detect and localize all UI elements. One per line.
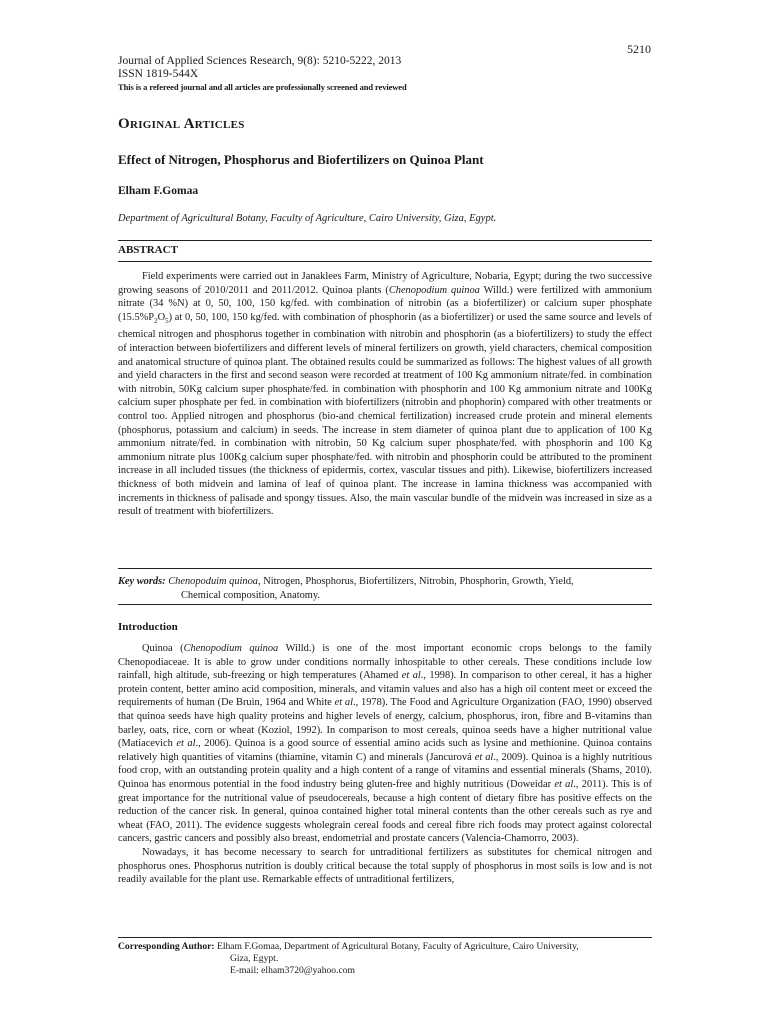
keywords: Key words: Chenopoduim quinoa, Nitrogen, Phosphorus, Biofertilizers, Nitrobin, Phosphorin, Growth, Yield, Chemical composition, Anatomy.	[118, 576, 574, 601]
intro-paragraph-1: Quinoa (Chenopodium quinoa Willd.) is one of the most important economic crops belongs to the family Chenopodiaceae. It is able to grow under conditions normally inhospitable to other cereals. These conditions include low rainfall, high altitude, sub-freezing or high temperatures (Ahamed et al., 1998). In comparison to other cereal, it has a higher protein content, better amino acid composition, minerals, and vitamin values and also has a high oil content meet or exceed the requirements of human (De Bruin, 1964 and White et al., 1978). The Food and Agriculture Organization (FAO, 1990) observed that quinoa seeds have high quality proteins and higher levels of energy, calcium, phosphorus, iron, fibre and B-vitamins than barley, oats, rice, corn or wheat (Koziol, 1992). In comparison to most cereals, quinoa seeds have a higher nutritional value (Matiacevich et al., 2006). Quinoa is a good source of essential amino acids such as lysine and methionine. Quinoa contains relatively high quantities of vitamins (thiamine, vitamin C) and minerals (Jancurová et al., 2009). Quinoa is a highly nutritious food crop, with an outstanding protein quality and a high content of a range of vitamins and essential minerals (Shams, 2010). Quinoa has enormous potential in the food industry being gluten-free and highly nutritious (Doweidar et al., 2011). This is of great importance for the nutritional value of pseudocereals, because a high content of dietary fibre has positive effects on the reduction of the cancer risk. In general, quinoa contained higher total mineral contents than the other cereals such as rye and wheat (FAO, 2011). The evidence suggests wholegrain cereal foods and cereal fibre rich foods may protect against colorectal cancers, gastric cancers and possibly also breast, endometrial and prostate cancers (Valencia-Chamorro, 2003).	[118, 643, 652, 845]
footnote-label: Corresponding Author:	[118, 941, 215, 952]
keywords-species: Chenopoduim quinoa	[168, 576, 258, 587]
abstract-top-rule	[118, 240, 652, 241]
keywords-top-rule	[118, 568, 652, 569]
author-email: E-mail: elham3720@yahoo.com	[230, 965, 355, 976]
introduction-heading: Introduction	[118, 621, 178, 633]
journal-note: This is a refereed journal and all articles are professionally screened and reviewed	[118, 82, 407, 92]
keywords-label: Key words:	[118, 576, 166, 587]
abstract-text: Field experiments were carried out in Janaklees Farm, Ministry of Agriculture, Nobaria, Egypt; during the two successive growing seasons of 2010/2011 and 2011/2012. Quinoa plants (Chenopodium quinoa Willd.) were fertilized with ammonium nitrate (34 %N) at 0, 50, 100, 150 kg/fed. with combination of nitrobin (as a biofertilizer) or calcium super phosphate $(15.5\%P_2O_5)$ at 0, 50, 100, 150 kg/fed. with combination of phosphorin (as a biofertilizer) or used the same source and levels of chemical nitrogen and phosphorus together in combination with nitrobin and phosphorin (as a biofertilizers) to study the effect of interaction between biofertilizers and different levels of mineral fertilizers on growth, yield characters, chemical composition and anatomical structure of quinoa plant. The obtained results could be summarized as follows: The highest values of all growth and yield characters in the first and second season were recorded at treatment of 100 Kg ammonium nitrate/fed. in combination with nitrobin, 50Kg calcium super phosphate/fed. in combination with phosphorin and 100 Kg ammonium nitrate and 100Kg calcium super phosphate per fed. in combination with biofertilizers (nitrobin and phophorin) compared with other treatments or control too. Applied nitrogen and phosphorus (bio-and chemical fertilization) increased crude protein and mineral elements (phosphorus, potassium and calcium) in seeds. The increase in stem diameter of quinoa plant due to application of 100 Kg ammonium nitrate/fed. in combination with nitrobin, 50 Kg calcium super phosphate/fed. with phosphorin and 100 Kg ammonium nitrate plus 100Kg calcium super phosphate/fed. with nitrobin and phosphorin could be attributed to the prominent increase in all included tissues (the thickness of epidermis, cortex, vascular tissues and pith). Likewise, biofertilizers increased thickness of both midvein and lamina of leaf of quinoa plant. The increase in lamina thickness was accompanied with increments in thickness of palisade and spongy tissues. Also, the main vascular bundle of the midvein was increased in size as a result of treatment with biofertilizers.	[118, 271, 652, 518]
intro-paragraph-2: Nowadays, it has become necessary to search for untraditional fertilizers as substitutes for chemical nitrogen and phosphorus ones. Phosphorus nutrition is doubly critical because the total supply of phosphorus in most soils is low and is not readily available for the plant use. Remarkable effects of untraditional fertilizers,	[118, 846, 652, 886]
abstract-heading: ABSTRACT	[118, 244, 178, 256]
journal-header	[118, 55, 648, 94]
paper-title: Effect of Nitrogen, Phosphorus and Biofertilizers on Quinoa Plant	[118, 152, 484, 167]
journal-citation: Journal of Applied Sciences Research, 9(8): 5210-5222, 2013	[118, 55, 402, 67]
page-number: 5210	[627, 42, 651, 56]
paper-author: Elham F.Gomaa	[118, 185, 199, 197]
section-label: Original Articles	[118, 116, 245, 132]
abstract-heading-rule	[118, 261, 652, 262]
introduction-text	[118, 642, 652, 887]
author-affiliation: Department of Agricultural Botany, Faculty of Agriculture, Cairo University, Giza, Egypt.	[118, 213, 497, 224]
journal-issn: ISSN 1819-544X	[118, 68, 199, 80]
keywords-bottom-rule	[118, 604, 652, 605]
footnote-rule	[118, 937, 652, 938]
corresponding-author-footnote: Corresponding Author: Elham F.Gomaa, Department of Agricultural Botany, Faculty of Agriculture, Cairo University, Giza, Egypt. E-mail: elham3720@yahoo.com	[118, 941, 652, 977]
species-name: Chenopodium quinoa	[388, 284, 480, 296]
